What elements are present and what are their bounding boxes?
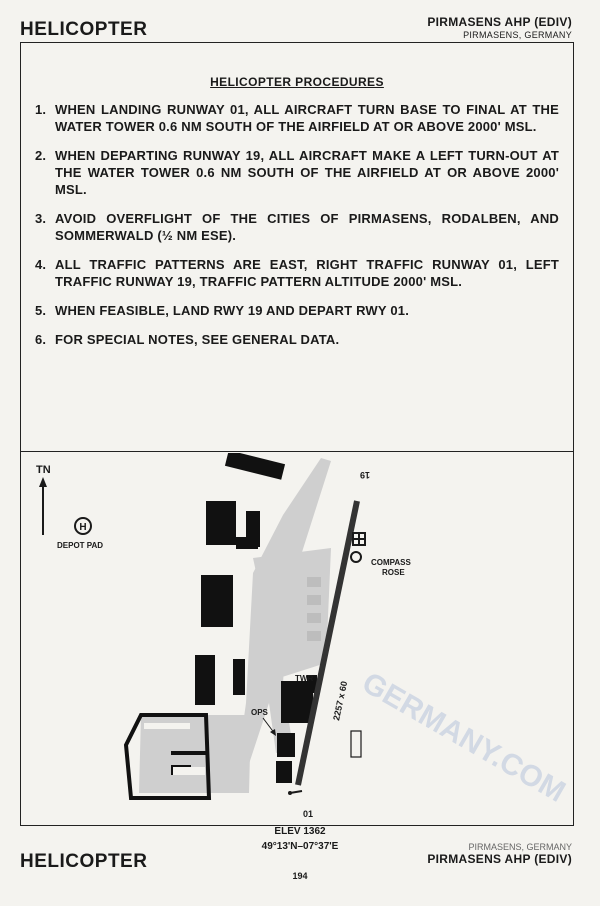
building	[276, 761, 292, 783]
coordinates-label: 49°13'N–07°37'E	[261, 841, 339, 852]
runway-end-south: 01	[303, 809, 314, 819]
apron-stub	[307, 631, 321, 641]
airfield-name: PIRMASENS AHP (EDIV)	[427, 852, 572, 866]
procedure-number: 4.	[35, 257, 47, 272]
elevation-label: ELEV 1362	[274, 826, 326, 837]
page-number: 194	[292, 871, 308, 881]
procedure-item	[35, 331, 559, 348]
helipad-icon	[75, 518, 91, 534]
runway-end-north: 19	[359, 470, 370, 480]
building	[201, 575, 233, 627]
helipad-symbol: H	[79, 522, 87, 533]
watermark-text: GERMANY.COM	[356, 666, 571, 809]
ops-building	[277, 733, 295, 757]
procedure-text: AVOID OVERFLIGHT OF THE CITIES OF PIRMASENS, RODALBEN, AND SOMMERWALD (½ NM ESE).	[55, 211, 559, 243]
taxi-gap	[144, 723, 190, 729]
depot-pad-label: DEPOT PAD	[57, 541, 104, 550]
apron-stub	[307, 577, 321, 587]
airfield-diagram	[21, 453, 572, 825]
building	[206, 501, 236, 545]
taxi-gap	[173, 767, 205, 775]
page-header-title: HELICOPTER	[20, 19, 148, 40]
procedures-list	[35, 101, 559, 360]
ops-label: OPS	[251, 708, 268, 717]
north-label: TN	[36, 464, 51, 476]
apron-stub	[307, 595, 321, 605]
building	[233, 659, 245, 695]
page-footer-title: HELICOPTER	[20, 851, 148, 872]
tower-label: TWR	[295, 674, 314, 683]
compass-rose-label: COMPASS	[371, 558, 411, 567]
compass-rose-label: ROSE	[382, 568, 405, 577]
procedure-text: WHEN DEPARTING RUNWAY 19, ALL AIRCRAFT MAKE A LEFT TURN-OUT AT THE WATER TOWER 0.6 NM SOUTH OF THE AIRFIELD AT OR ABOVE 2000' MSL.	[55, 148, 559, 197]
chart-frame	[20, 42, 574, 826]
procedure-text: WHEN LANDING RUNWAY 01, ALL AIRCRAFT TURN BASE TO FINAL AT THE WATER TOWER 0.6 NM SOUTH OF THE AIRFIELD AT OR ABOVE 2000' MSL.	[55, 102, 559, 134]
procedure-item	[35, 210, 559, 244]
building	[195, 655, 215, 705]
airfield-location: PIRMASENS, GERMANY	[468, 842, 572, 852]
runway-dimensions: 2257 x 60	[331, 680, 350, 722]
east-pad	[351, 731, 361, 757]
procedure-item	[35, 256, 559, 290]
procedure-item	[35, 302, 559, 319]
beacon-icon	[353, 533, 365, 545]
procedure-text: ALL TRAFFIC PATTERNS ARE EAST, RIGHT TRAFFIC RUNWAY 01, LEFT TRAFFIC RUNWAY 19, TRAFFIC PATTERN ALTITUDE 2000' MSL.	[55, 257, 559, 289]
procedure-number: 6.	[35, 332, 47, 347]
procedures-title: HELICOPTER PROCEDURES	[210, 75, 384, 89]
building	[236, 537, 258, 549]
procedure-item	[35, 101, 559, 135]
airfield-footer	[427, 842, 572, 866]
airfield-name: PIRMASENS AHP (EDIV)	[427, 15, 572, 29]
procedure-number: 5.	[35, 303, 47, 318]
procedure-number: 3.	[35, 211, 47, 226]
windsock-icon	[288, 791, 302, 795]
section-divider	[21, 451, 573, 452]
procedure-text: FOR SPECIAL NOTES, SEE GENERAL DATA.	[55, 332, 340, 347]
airfield-header	[427, 15, 572, 40]
airfield-location: PIRMASENS, GERMANY	[463, 30, 572, 40]
compass-rose-icon	[351, 552, 361, 562]
north-arrow-icon	[39, 477, 47, 535]
procedure-text: WHEN FEASIBLE, LAND RWY 19 AND DEPART RWY 01.	[55, 303, 410, 318]
apron-stub	[307, 613, 321, 623]
procedure-number: 1.	[35, 102, 47, 117]
building	[225, 453, 285, 480]
procedure-number: 2.	[35, 148, 47, 163]
procedure-item	[35, 147, 559, 198]
